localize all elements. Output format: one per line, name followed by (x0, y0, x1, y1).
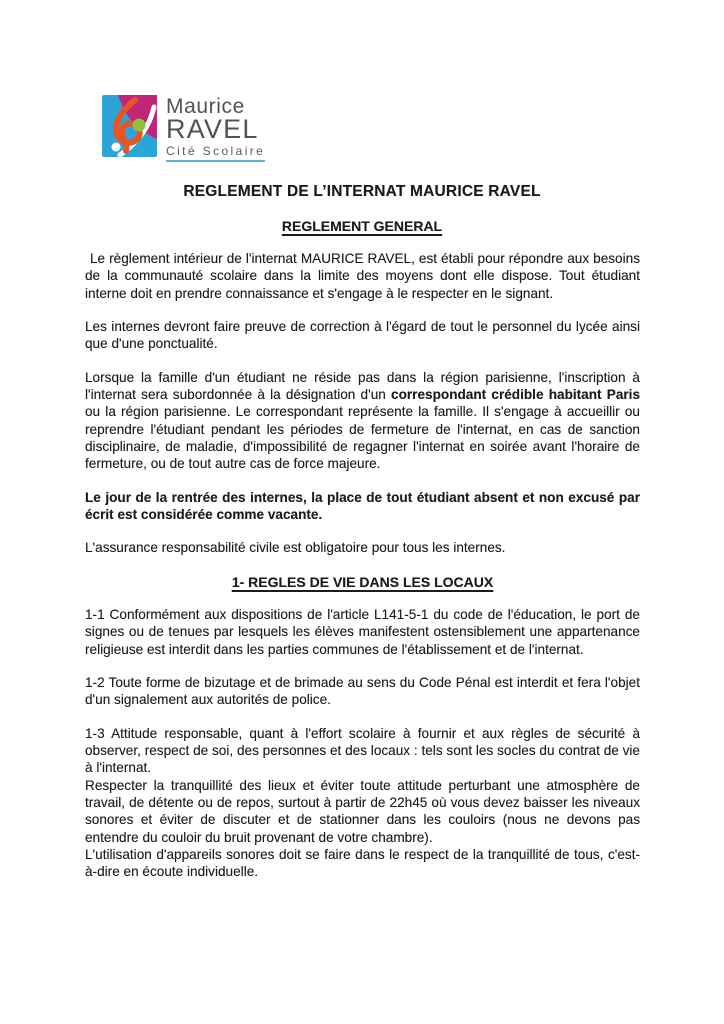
document-title: REGLEMENT DE L’INTERNAT MAURICE RAVEL (183, 183, 541, 200)
logo-title-line1: Maurice (166, 95, 245, 118)
paragraph-correspondant-bold: correspondant crédible habitant Paris (391, 387, 641, 403)
document-body (85, 250, 640, 881)
paragraph-1-3: 1-3 Attitude responsable, quant à l'effort scolaire à fournir et aux règles de sécurité à observer, respect de soi, des personnes et des locaux : tels sont les socles du contrat de vie à l'internat. (85, 725, 640, 776)
paragraph-correction: Les internes devront faire preuve de correction à l'égard de tout le personnel du lycée ainsi que d'une ponctualité. (85, 319, 640, 352)
logo-tagline: Cité Scolaire (166, 145, 265, 162)
paragraph-assurance: L'assurance responsabilité civile est obligatoire pour tous les internes. (85, 540, 506, 556)
paragraph-correspondant (85, 369, 640, 473)
paragraph-correspondant-pre: Lorsque la famille d'un étudiant ne réside pas dans la région parisienne, l'inscription à l'internat sera subordonnée à la désignation d'un (85, 369, 640, 403)
logo-title-line2: RAVEL (166, 114, 259, 144)
paragraph-correspondant-post: ou la région parisienne. Le correspondant représente la famille. Il s'engage à accueillir ou reprendre l'étudiant pendant les périodes de fermeture de l'internat, en cas de sanction disciplinaire, de maladie, d'impossibilité de regagner l'internat en soirée avant l'horaire de fermeture, ou de tout autre cas de force majeure. (85, 404, 640, 472)
paragraph-intro: Le règlement intérieur de l'internat MAURICE RAVEL, est établi pour répondre aux besoins de la communauté scolaire dans la limite des moyens dont elle dispose. Tout étudiant interne doit en prendre connaissance et s'engage à le respecter en le signant. (85, 251, 640, 301)
paragraph-1-1: 1-1 Conformément aux dispositions de l'article L141-5-1 du code de l'éducation, le port de signes ou de tenues par lesquels les élèves manifestent ostensiblement une appartenance religieuse est interdit dans les parties communes de l'établissement et de l'internat. (85, 606, 640, 657)
paragraph-1-3-appareils: L'utilisation d'appareils sonores doit se faire dans le respect de la tranquillité de tous, c'est-à-dire en écoute individuelle. (85, 846, 640, 880)
ravel-logo-mark-icon (102, 95, 157, 157)
logo-text (166, 95, 265, 162)
ravel-logo (102, 95, 724, 157)
heading-reglement-general: REGLEMENT GENERAL (281, 218, 443, 234)
paragraph-rentree: Le jour de la rentrée des internes, la place de tout étudiant absent et non excusé par écrit est considérée comme vacante. (85, 489, 640, 523)
heading-regles-de-vie: 1- REGLES DE VIE DANS LES LOCAUX (231, 573, 494, 590)
paragraph-1-3-tranquillite: Respecter la tranquillité des lieux et éviter toute attitude perturbant une atmosphère de travail, de détente ou de repos, surtout à partir de 22h45 où vous devez baisser les niveaux sonores et éviter de discuter et de stationner dans les couloirs (nous ne devons pas entendre du couloir du bruit provenant de votre chambre). (85, 777, 640, 845)
paragraph-1-2: 1-2 Toute forme de bizutage et de brimade au sens du Code Pénal est interdit et fera l'objet d'un signalement aux autorités de police. (85, 674, 640, 708)
